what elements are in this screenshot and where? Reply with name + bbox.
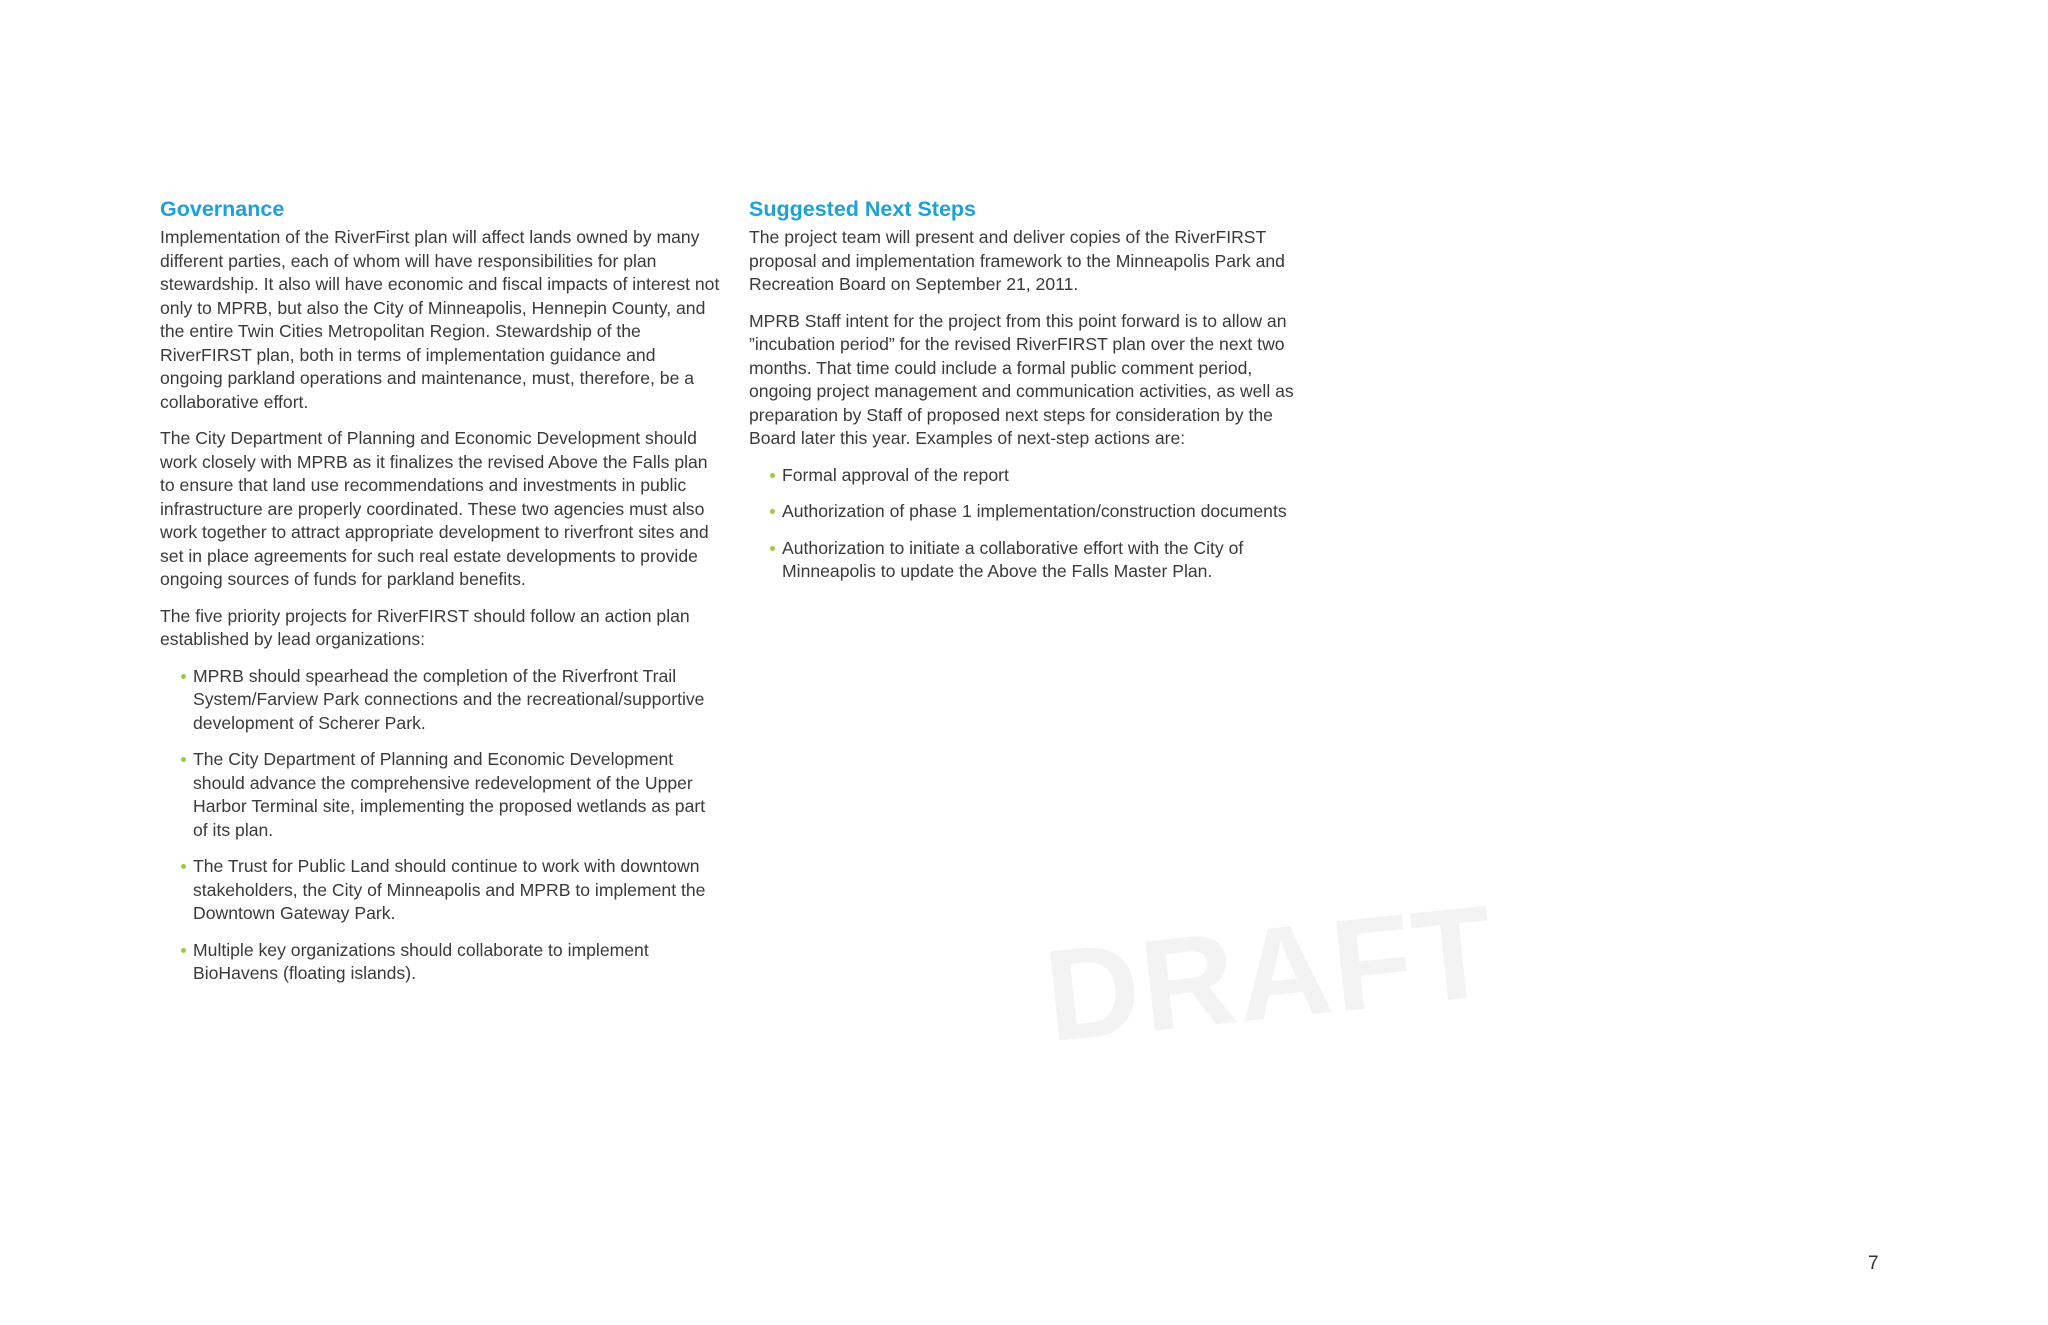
next-step-actions-list [749,464,1309,584]
priority-projects-list [160,665,720,986]
list-item: Authorization to initiate a collaborative effort with the City of Minneapolis to update the Above the Falls Master Plan. [782,537,1309,584]
list-item: Authorization of phase 1 implementation/construction documents [782,500,1309,524]
list-item: MPRB should spearhead the completion of the Riverfront Trail System/Farview Park connections and the recreational/supportive development of Scherer Park. [193,665,720,736]
list-item: The City Department of Planning and Economic Development should advance the comprehensive redevelopment of the Upper Harbor Terminal site, implementing the proposed wetlands as part of its plan. [193,748,720,842]
list-item: Formal approval of the report [782,464,1309,488]
governance-paragraph: The five priority projects for RiverFIRST should follow an action plan established by lead organizations: [160,605,690,649]
draft-watermark: DRAFT [1038,877,1502,1070]
next-steps-heading: Suggested Next Steps [749,197,976,221]
governance-paragraph: Implementation of the RiverFirst plan will affect lands owned by many different parties, each of whom will have responsibilities for plan stewardship. It also will have economic and fiscal impacts of interest not only to MPRB, but also the City of Minneapolis, Hennepin County, and the entire Twin Cities Metropolitan Region. Stewardship of the RiverFIRST plan, both in terms of implementation guidance and ongoing parkland operations and maintenance, must, therefore, be a collaborative effort. [160,227,720,412]
next-steps-paragraph: MPRB Staff intent for the project from this point forward is to allow an ”incubation period” for the revised RiverFIRST plan over the next two months. That time could include a formal public comment period, ongoing project management and communication activities, as well as preparation by Staff of proposed next steps for consideration by the Board later this year. Examples of next-step actions are: [749,310,1294,448]
list-item: The Trust for Public Land should continue to work with downtown stakeholders, the City of Minneapolis and MPRB to implement the Downtown Gateway Park. [193,855,720,926]
page-number: 7 [1868,1253,1879,1274]
list-item: Multiple key organizations should collaborate to implement BioHavens (floating islands). [193,939,720,986]
governance-heading: Governance [160,197,285,221]
next-steps-paragraph: The project team will present and deliver copies of the RiverFIRST proposal and implementation framework to the Minneapolis Park and Recreation Board on September 21, 2011. [749,227,1285,294]
governance-paragraph: The City Department of Planning and Economic Development should work closely with MPRB as it finalizes the revised Above the Falls plan to ensure that land use recommendations and investments in public infrastructure are properly coordinated. These two agencies must also work together to attract appropriate development to riverfront sites and set in place agreements for such real estate developments to provide ongoing sources of funds for parkland benefits. [160,428,709,589]
governance-section [160,195,720,999]
next-steps-section [749,195,1309,597]
